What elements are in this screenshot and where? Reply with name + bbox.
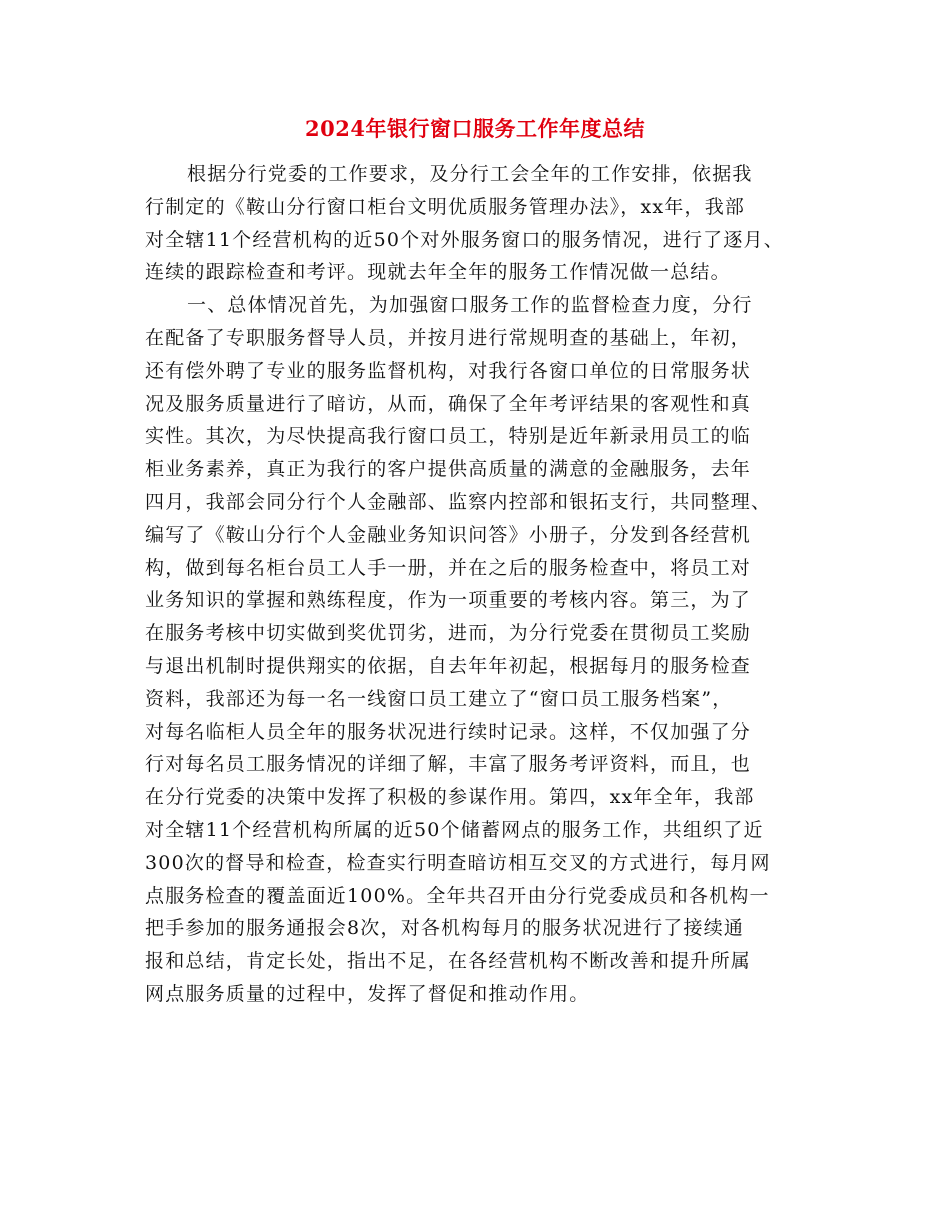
- text-line: 对全辖11个经营机构的近50个对外服务窗口的服务情况，进行了逐月、: [145, 228, 784, 251]
- text-line: 一、总体情况首先，为加强窗口服务工作的监督检查力度，分行: [187, 294, 753, 317]
- text-line: 连续的跟踪检查和考评。现就去年全年的服务工作情况做一总结。: [145, 261, 731, 284]
- text-line: 在分行党委的决策中发挥了积极的参谋作用。第四，xx年全年，我部: [145, 786, 755, 809]
- text-line: 构，做到每名柜台员工人手一册，并在之后的服务检查中，将员工对: [145, 556, 752, 579]
- text-line: 行制定的《鞍山分行窗口柜台文明优质服务管理办法》，xx年，我部: [145, 195, 746, 218]
- text-line: 还有偿外聘了专业的服务监督机构，对我行各窗口单位的日常服务状: [145, 359, 752, 382]
- text-line: 在配备了专职服务督导人员，并按月进行常规明查的基础上，年初，: [145, 326, 752, 349]
- text-line: 对每名临柜人员全年的服务状况进行续时记录。这样，不仅加强了分: [145, 720, 752, 743]
- text-line: 资料，我部还为每一名一线窗口员工建立了“窗口员工服务档案”，: [145, 687, 733, 710]
- text-line: 况及服务质量进行了暗访，从而，确保了全年考评结果的客观性和真: [145, 392, 752, 415]
- text-line: 根据分行党委的工作要求，及分行工会全年的工作安排，依据我: [187, 163, 753, 185]
- text-line: 网点服务质量的过程中，发挥了督促和推动作用。: [145, 982, 590, 1005]
- text-line: 报和总结，肯定长处，指出不足，在各经营机构不断改善和提升所属: [145, 950, 752, 973]
- document-title: 2024年银行窗口服务工作年度总结: [305, 116, 645, 141]
- text-line: 四月，我部会同分行个人金融部、监察内控部和银拓支行，共同整理、: [145, 490, 772, 513]
- text-line: 行对每名员工服务情况的详细了解，丰富了服务考评资料，而且，也: [145, 753, 752, 776]
- text-line: 编写了《鞍山分行个人金融业务知识问答》小册子，分发到各经营机: [145, 523, 752, 546]
- text-line: 实性。其次，为尽快提高我行窗口员工，特别是近年新录用员工的临: [145, 425, 752, 448]
- document-body: [145, 158, 835, 1011]
- text-line: 在服务考核中切实做到奖优罚劣，进而，为分行党委在贯彻员工奖励: [145, 622, 752, 645]
- text-line: 把手参加的服务通报会8次，对各机构每月的服务状况进行了接续通: [145, 917, 745, 940]
- text-line: 与退出机制时提供翔实的依据，自去年年初起，根据每月的服务检查: [145, 654, 752, 677]
- text-line: 300次的督导和检查，检查实行明查暗访相互交叉的方式进行，每月网: [145, 851, 771, 874]
- text-line: 对全辖11个经营机构所属的近50个储蓄网点的服务工作，共组织了近: [145, 818, 764, 841]
- text-line: 业务知识的掌握和熟练程度，作为一项重要的考核内容。第三，为了: [145, 589, 752, 612]
- text-line: 点服务检查的覆盖面近100%。全年共召开由分行党委成员和各机构一: [145, 884, 770, 907]
- text-line: 柜业务素养，真正为我行的客户提供高质量的满意的金融服务，去年: [145, 458, 752, 481]
